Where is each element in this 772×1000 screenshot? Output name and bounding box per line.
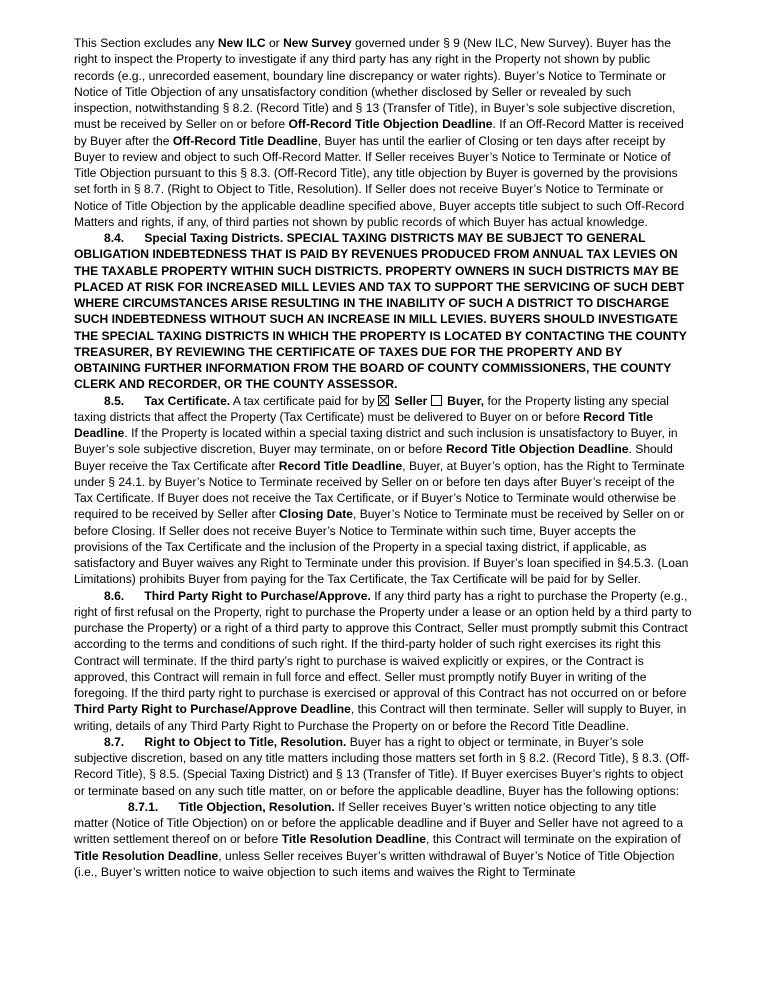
section-number: 8.4.	[104, 231, 125, 245]
section-number: 8.7.	[104, 734, 125, 749]
section-8-4	[74, 230, 692, 393]
section-8-6: 8.6. Third Party Right to Purchase/Approve. If any third party has a right to purchase the Property (e.g., right of first refusal on the Property, right to purchase the Property under a lease or an option held by a third party to purchase the Property) or a right of a third party to approve this Contract, Seller must promptly submit this Contract according to the terms and conditions of such right. If the third-party holder of such right exercises its right this Contract will terminate. If the third party’s right to purchase is waived explicitly or expires, or the Contract is approved, this Contract will remain in full force and effect. Seller must promptly notify Buyer in writing of the foregoing. If the third party right to purchase is exercised or approval of this Contract has not occurred on or before Third Party Right to Purchase/Approve Deadline, this Contract will then terminate. Seller will supply to Buyer, in writing, details of any Third Party Right to Purchase the Property on or before the Record Title Deadline.	[74, 588, 692, 733]
section-number: 8.6.	[104, 588, 125, 603]
seller-label: Seller	[394, 393, 428, 408]
section-8-7: 8.7. Right to Object to Title, Resolution. Buyer has a right to object or terminate, in Buyer’s sole subjective discretion, based on any title matters including those matters set forth in § 8.2. (Record Title), § 8.3. (Off-Record Title), § 8.5. (Special Taxing District) and § 13 (Transfer of Title). If Buyer exercises Buyer’s rights to object or terminate based on any such title matter, on or before the applicable deadline, Buyer has the following options:	[74, 734, 690, 798]
buyer-label: Buyer,	[447, 393, 485, 408]
document-body	[74, 35, 692, 880]
section-8-5: 8.5. Tax Certificate. A tax certificate paid for by Seller Buyer, for the Property listing any special taxing districts that affect the Property (Tax Certificate) must be delivered to Buyer on or before Record Title Deadline. If the Property is located within a special taxing district and such inclusion is unsatisfactory to Buyer, in Buyer’s sole subjective discretion, Buyer may terminate, on or before Record Title Objection Deadline. Should Buyer receive the Tax Certificate after Record Title Deadline, Buyer, at Buyer’s option, has the Right to Terminate under § 24.1. by Buyer’s Notice to Terminate received by Seller on or before ten days after Buyer’s receipt of the Tax Certificate. If Buyer does not receive the Tax Certificate, or if Buyer’s Notice to Terminate would otherwise be required to be received by Seller after Closing Date, Buyer’s Notice to Terminate must be received by Seller on or before Closing. If Seller does not receive Buyer’s Notice to Terminate within such time, Buyer accepts the provisions of the Tax Certificate and the inclusion of the Property in a special taxing district, if applicable, as satisfactory and Buyer waives any Right to Terminate under this provision. If Buyer’s loan specified in §4.5.3. (Loan Limitations) prohibits Buyer from paying for the Tax Certificate, the Tax Certificate will be paid for by Seller.	[74, 393, 689, 587]
section-title: Right to Object to Title, Resolution.	[144, 734, 347, 749]
section-text: Special Taxing Districts. SPECIAL TAXING DISTRICTS MAY BE SUBJECT TO GENERAL OBLIGATION INDEBTEDNESS THAT IS PAID BY REVENUES PRODUCED FROM ANNUAL TAX LEVIES ON THE TAXABLE PROPERTY WITHIN SUCH DISTRICTS. PROPERTY OWNERS IN SUCH DISTRICTS MAY BE PLACED AT RISK FOR INCREASED MILL LEVIES AND TAX TO SUPPORT THE SERVICING OF SUCH DEBT WHERE CIRCUMSTANCES ARISE RESULTING IN THE INABILITY OF SUCH A DISTRICT TO DISCHARGE SUCH INDEBTEDNESS WITHOUT SUCH AN INCREASE IN MILL LEVIES. BUYERS SHOULD INVESTIGATE THE SPECIAL TAXING DISTRICTS IN WHICH THE PROPERTY IS LOCATED BY CONTACTING THE COUNTY TREASURER, BY REVIEWING THE CERTIFICATE OF TAXES DUE FOR THE PROPERTY AND BY OBTAINING FURTHER INFORMATION FROM THE BOARD OF COUNTY COMMISSIONERS, THE COUNTY CLERK AND RECORDER, OR THE COUNTY ASSESSOR.	[74, 231, 687, 392]
buyer-checkbox[interactable]	[431, 395, 442, 406]
section-8-7-1: 8.7.1. Title Objection, Resolution. If Seller receives Buyer’s written notice objecting to any title matter (Notice of Title Objection) on or before the applicable deadline and if Buyer and Seller have not agreed to a written settlement thereof on or before Title Resolution Deadline, this Contract will terminate on the expiration of Title Resolution Deadline, unless Seller receives Buyer’s written withdrawal of Buyer’s Notice of Title Objection (i.e., Buyer’s written notice to waive objection to such items and waives the Right to Terminate	[74, 799, 684, 879]
off-record-title-paragraph: This Section excludes any New ILC or New Survey governed under § 9 (New ILC, New Survey). Buyer has the right to inspect the Property to investigate if any third party has any right in the Property not shown by public records (e.g., unrecorded easement, boundary line discrepancy or water rights). Buyer’s Notice to Terminate or Notice of Title Objection of any unsatisfactory condition (whether disclosed by Seller or revealed by such inspection, notwithstanding § 8.2. (Record Title) and § 13 (Transfer of Title), in Buyer’s sole subjective discretion, must be received by Seller on or before Off-Record Title Objection Deadline. If an Off-Record Matter is received by Buyer after the Off-Record Title Deadline, Buyer has until the earlier of Closing or ten days after receipt by Buyer to review and object to such Off-Record Matter. If Seller receives Buyer’s Notice to Terminate or Notice of Title Objection pursuant to this § 8.3. (Off-Record Title), any title objection by Buyer is governed by the provisions set forth in § 8.7. (Right to Object to Title, Resolution). If Seller does not receive Buyer’s Notice to Terminate or Notice of Title Objection by the applicable deadline specified above, Buyer accepts title subject to such Off-Record Matters and rights, if any, of third parties not shown by public records of which Buyer has actual knowledge.	[74, 36, 685, 229]
section-title: Tax Certificate.	[144, 393, 231, 408]
seller-checkbox[interactable]	[378, 395, 389, 406]
section-number: 8.7.1.	[128, 799, 159, 814]
section-title: Title Objection, Resolution.	[178, 799, 335, 814]
section-number: 8.5.	[104, 393, 125, 408]
section-title: Third Party Right to Purchase/Approve.	[144, 588, 371, 603]
